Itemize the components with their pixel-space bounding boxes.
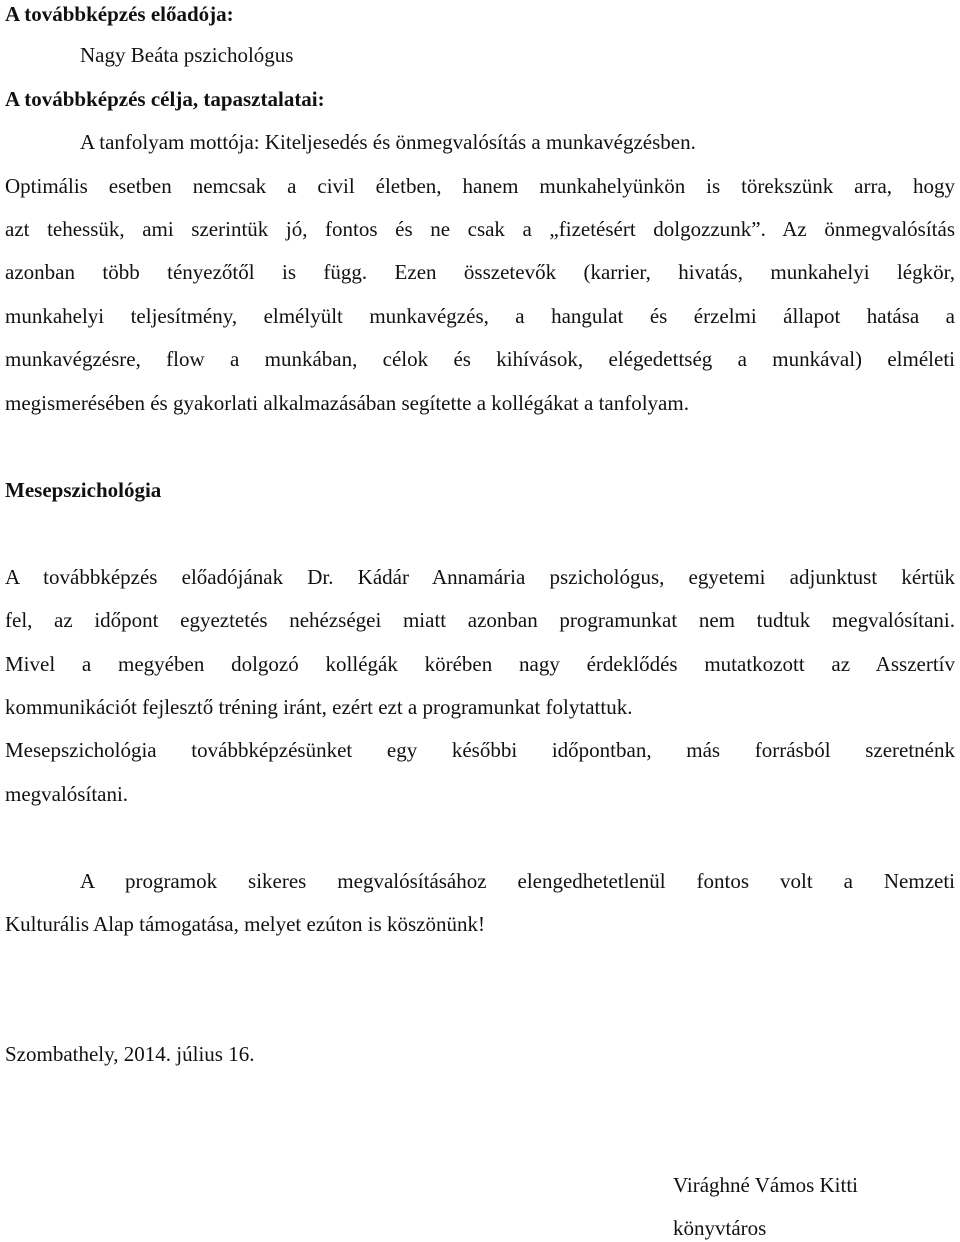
place-date: Szombathely, 2014. július 16.: [5, 1042, 255, 1066]
goal-line: megismerésében és gyakorlati alkalmazásában segítette a kollégákat a tanfolyam.: [5, 391, 689, 415]
section2-line: kommunikációt fejlesztő tréning iránt, ezért ezt a programunkat folytattuk.: [5, 695, 633, 719]
goal-line: munkavégzésre, flow a munkában, célok és kihívások, elégedettség a munkával) elméleti: [5, 347, 955, 371]
section2-line: Mesepszichológia továbbképzésünket egy későbbi időpontban, más forrásból szeretnénk: [5, 738, 955, 762]
goal-line: A tanfolyam mottója: Kiteljesedés és önmegvalósítás a munkavégzésben.: [80, 130, 696, 154]
section2-line: A továbbképzés előadójának Dr. Kádár Annamária pszichológus, egyetemi adjunktust kértük: [5, 565, 955, 589]
goal-heading: A továbbképzés célja, tapasztalatai:: [5, 87, 325, 111]
thanks-line: Kulturális Alap támogatása, melyet ezúton is köszönünk!: [5, 912, 485, 936]
section2-line: Mivel a megyében dolgozó kollégák körében nagy érdeklődés mutatkozott az Asszertív: [5, 652, 955, 676]
goal-line: munkahelyi teljesítmény, elmélyült munkavégzés, a hangulat és érzelmi állapot hatása a: [5, 304, 955, 328]
presenter-name: Nagy Beáta pszichológus: [80, 43, 294, 67]
section2-line: fel, az időpont egyeztetés nehézségei miatt azonban programunkat nem tudtuk megvalósítani.: [5, 608, 955, 632]
signature-name: Virághné Vámos Kitti: [673, 1173, 858, 1197]
presenter-heading: A továbbképzés előadója:: [5, 2, 234, 26]
thanks-line: A programok sikeres megvalósításához elengedhetetlenül fontos volt a Nemzeti: [80, 869, 955, 893]
goal-line: Optimális esetben nemcsak a civil életben, hanem munkahelyünkön is törekszünk arra, hogy: [5, 174, 955, 198]
section2-heading: Mesepszichológia: [5, 478, 162, 502]
goal-line: azt tehessük, ami szerintük jó, fontos és ne csak a „fizetésért dolgozzunk”. Az önmegvalósítás: [5, 217, 955, 241]
signature-title: könyvtáros: [673, 1216, 767, 1240]
goal-line: azonban több tényezőtől is függ. Ezen összetevők (karrier, hivatás, munkahelyi légkör,: [5, 260, 955, 284]
section2-line: megvalósítani.: [5, 782, 129, 806]
